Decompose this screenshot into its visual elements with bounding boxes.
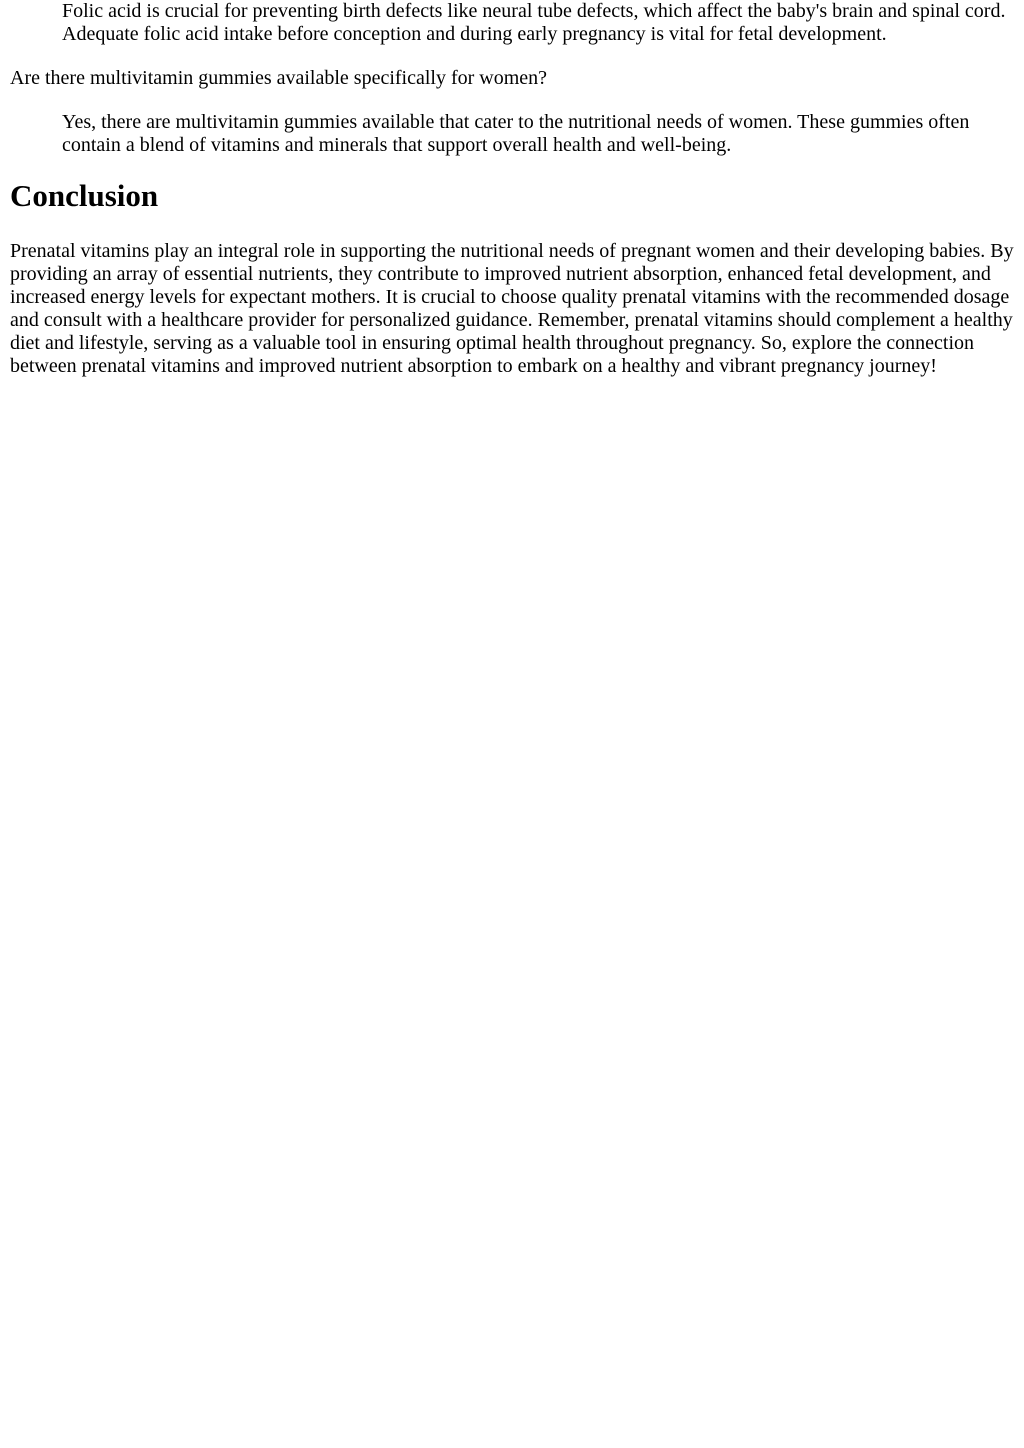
- faq-answer: Folic acid is crucial for preventing birth defects like neural tube defects, which affect the baby's brain and spinal cord. Adequate folic acid intake before conception and during early pregnancy is vital for fetal development.: [62, 0, 1006, 45]
- conclusion-heading: Conclusion: [10, 178, 159, 213]
- conclusion-paragraph: Prenatal vitamins play an integral role in supporting the nutritional needs of pregnant women and their developing babies. By providing an array of essential nutrients, they contribute to improved nutrient absorption, enhanced fetal development, and increased energy levels for expectant mothers. It is crucial to choose quality prenatal vitamins with the recommended dosage and consult with a healthcare provider for personalized guidance. Remember, prenatal vitamins should complement a healthy diet and lifestyle, serving as a valuable tool in ensuring optimal health throughout pregnancy. So, explore the connection between prenatal vitamins and improved nutrient absorption to embark on a healthy and vibrant pregnancy journey!: [10, 240, 1014, 377]
- faq-answer: Yes, there are multivitamin gummies available that cater to the nutritional needs of women. These gummies often contain a blend of vitamins and minerals that support overall health and well-being.: [62, 111, 970, 156]
- faq-question: Are there multivitamin gummies available specifically for women?: [10, 67, 548, 89]
- faq-list: [10, 0, 1014, 157]
- article-body: [0, 0, 1024, 378]
